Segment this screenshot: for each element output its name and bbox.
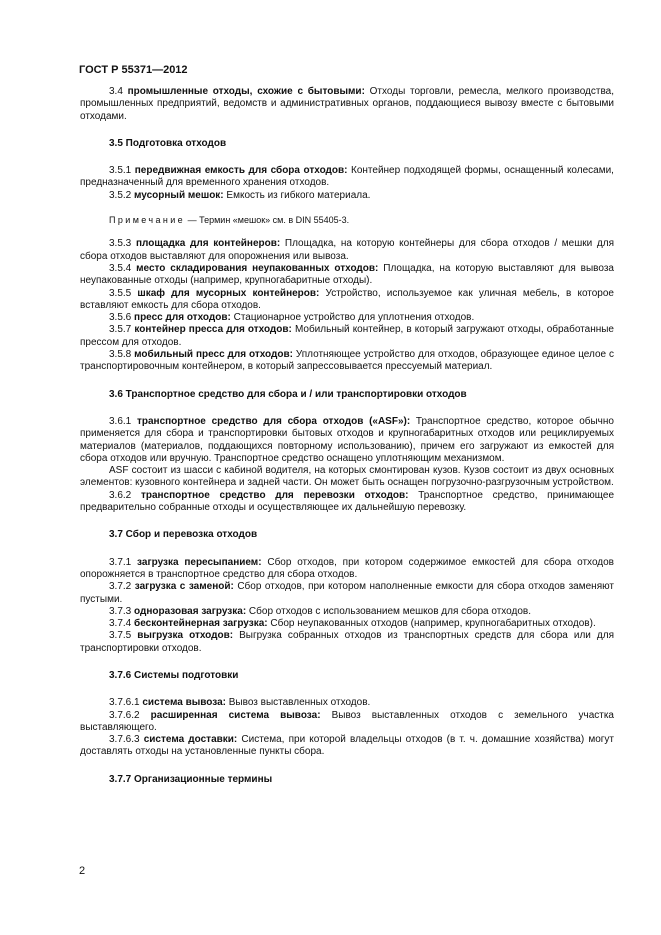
clause-text: Вывоз выставленных отходов с земельного участка выставляющего. (80, 709, 614, 733)
clause-text: Площадка, на которую выставляют для вывоза неупакованные отходы (например, крупногабаритные отходы). (80, 262, 614, 287)
clause-3-7-6-3 (80, 734, 614, 759)
clause-3-7-6-2 (80, 710, 614, 735)
clause-term: расширенная система вывоза: (150, 709, 321, 721)
clause-text: Площадка, на которую контейнеры для сбора отходов / мешки для сбора отходов выставляют для опорожнения или вывоза. (80, 238, 615, 262)
clause-term: бесконтейнерная загрузка: (134, 618, 268, 630)
clause-number: 3.6.1 (109, 415, 137, 427)
note-label: Примечание (109, 215, 186, 226)
clause-text: Сбор отходов с использованием мешков для сбора отходов. (246, 605, 531, 617)
clause-number: 3.7.3 (109, 605, 135, 617)
clause-term: пресс для отходов: (134, 312, 231, 324)
clause-number: 3.6.2 (109, 489, 141, 501)
clause-text: Контейнер подходящей формы, оснащенный колесами, предназначенный для временного хранения отходов. (80, 165, 614, 189)
clause-term: промышленные отходы, схожие с бытовыми: (127, 86, 365, 97)
clause-term: контейнер пресса для отходов: (134, 324, 292, 336)
clause-3-5-5 (80, 288, 614, 313)
clause-3-7-1 (80, 557, 614, 582)
clause-term: одноразовая загрузка: (134, 605, 247, 617)
document-body (80, 86, 614, 786)
clause-3-5-7 (80, 324, 614, 349)
clause-number: 3.5.8 (109, 349, 135, 361)
clause-term: загрузка пересыпанием: (137, 556, 262, 568)
section-heading-3-7: 3.7 Сбор и перевозка отходов (109, 529, 258, 541)
clause-number: 3.7.1 (109, 556, 138, 568)
clause-number: 3.7.6.2 (109, 709, 151, 721)
clause-3-5-2 (80, 190, 614, 202)
clause-text: Сбор отходов, при котором наполненные емкости для сбора отходов заменяют пустыми. (80, 581, 614, 605)
clause-text: Транспортное средство, принимающее предварительно собранные отходы и осуществляющее их дальнейшую перевозку. (80, 489, 615, 514)
clause-number: 3.5.7 (109, 324, 135, 336)
clause-3-6-2 (80, 490, 614, 515)
clause-term: передвижная емкость для сбора отходов: (134, 165, 348, 177)
section-heading-3-7-7: 3.7.7 Организационные термины (109, 773, 273, 785)
note (80, 214, 614, 226)
clause-term: транспортное средство для перевозки отходов: (140, 489, 409, 501)
clause-text: Сбор неупакованных отходов (например, крупногабаритных отходов). (267, 618, 596, 630)
clause-term: место складирования неупакованных отходов: (136, 262, 379, 274)
clause-3-7-3 (80, 606, 614, 618)
clause-3-5-1 (80, 165, 614, 190)
clause-term: выгрузка отходов: (137, 630, 234, 642)
clause-number: 3.4 (109, 86, 128, 97)
clause-3-6-1 (80, 416, 614, 465)
clause-term: шкаф для мусорных контейнеров: (137, 287, 320, 299)
clause-number: 3.5.1 (109, 165, 135, 177)
clause-number: 3.7.6.1 (109, 697, 143, 709)
section-heading-3-7-6: 3.7.6 Системы подготовки (109, 669, 239, 681)
clause-number: 3.5.3 (109, 238, 136, 250)
clause-term: система доставки: (143, 734, 238, 746)
clause-term: мусорный мешок: (134, 189, 224, 201)
clause-term: загрузка с заменой: (134, 581, 234, 593)
clause-term: транспортное средство для сбора отходов («ASF»): (136, 415, 411, 427)
clause-3-5-6 (80, 312, 614, 324)
clause-text: Вывоз выставленных отходов. (225, 697, 371, 709)
clause-term: система вывоза: (142, 697, 226, 709)
clause-text: Выгрузка собранных отходов из транспортных средств для сбора или для транспортировки отходов. (80, 630, 614, 654)
clause-3-7-4 (80, 618, 614, 630)
clause-text: Отходы торговли, ремесла, мелкого производства, промышленных предприятий, ведомств и административных органов, поддающиеся вывозу вместе с бытовыми отходами. (80, 86, 614, 122)
section-heading-3-5: 3.5 Подготовка отходов (109, 137, 227, 149)
clause-3-5-4 (80, 263, 614, 288)
clause-3-5-3 (80, 238, 614, 263)
clause-3-6-1-paragraph: ASF состоит из шасси с кабиной водителя, на которых смонтирован кузов. Кузов состоит из двух основных элементов: кузовного контейнера и задней части. Он может быть оснащен погрузочно-разгрузочным устройством. (80, 465, 614, 489)
clause-3-7-5 (80, 630, 614, 655)
clause-number: 3.7.5 (109, 630, 138, 642)
clause-number: 3.5.6 (109, 312, 135, 324)
section-heading-3-6: 3.6 Транспортное средство для сбора и / или транспортировки отходов (109, 388, 467, 400)
clause-text: Система, при которой владельцы отходов (в т. ч. домашние хозяйства) могут доставлять отходы на установленные пункты сбора. (80, 734, 614, 758)
clause-number: 3.5.4 (109, 262, 137, 274)
clause-number: 3.5.2 (109, 189, 135, 201)
clause-text: Стационарное устройство для уплотнения отходов. (230, 312, 475, 324)
clause-term: площадка для контейнеров: (135, 238, 281, 250)
clause-3-4 (80, 86, 614, 123)
page-number: 2 (79, 865, 86, 877)
clause-text: Транспортное средство, которое обычно применяется для сбора и транспортировки бытовых отходов и крупногабаритных отходов или рециклируемых материалов (материалов, поддающихся повторному использованию), причем его загружают из емкостей для сбора отходов или вручную. Транспортное средство оснащено уплотняющим механизмом. (80, 415, 614, 464)
clause-text: Устройство, используемое как уличная мебель, в которое вставляют емкость для сбора отходов. (80, 287, 614, 311)
clause-number: 3.7.4 (109, 618, 135, 630)
clause-text: Емкость из гибкого материала. (223, 189, 371, 201)
clause-number: 3.7.2 (109, 581, 135, 593)
clause-number: 3.5.5 (109, 287, 138, 299)
clause-text: Уплотняющее устройство для отходов, образующее единое целое с транспортировочным контейнером, в который запрессовывается прессуемый материал. (80, 349, 614, 373)
clause-3-7-2 (80, 581, 614, 606)
clause-text: Сбор отходов, при котором содержимое емкостей для сбора отходов опорожняется в транспортное средство для сбора отходов. (80, 556, 614, 580)
clause-number: 3.7.6.3 (109, 734, 144, 746)
clause-text: Мобильный контейнер, в который загружают отходы, обработанные прессом для отходов. (80, 324, 614, 348)
standard-header: ГОСТ Р 55371—2012 (79, 64, 188, 76)
clause-3-5-8 (80, 349, 614, 374)
note-text: — Термин «мешок» см. в DIN 55405-3. (185, 215, 350, 226)
clause-term: мобильный пресс для отходов: (134, 349, 293, 361)
clause-3-7-6-1 (80, 697, 614, 709)
